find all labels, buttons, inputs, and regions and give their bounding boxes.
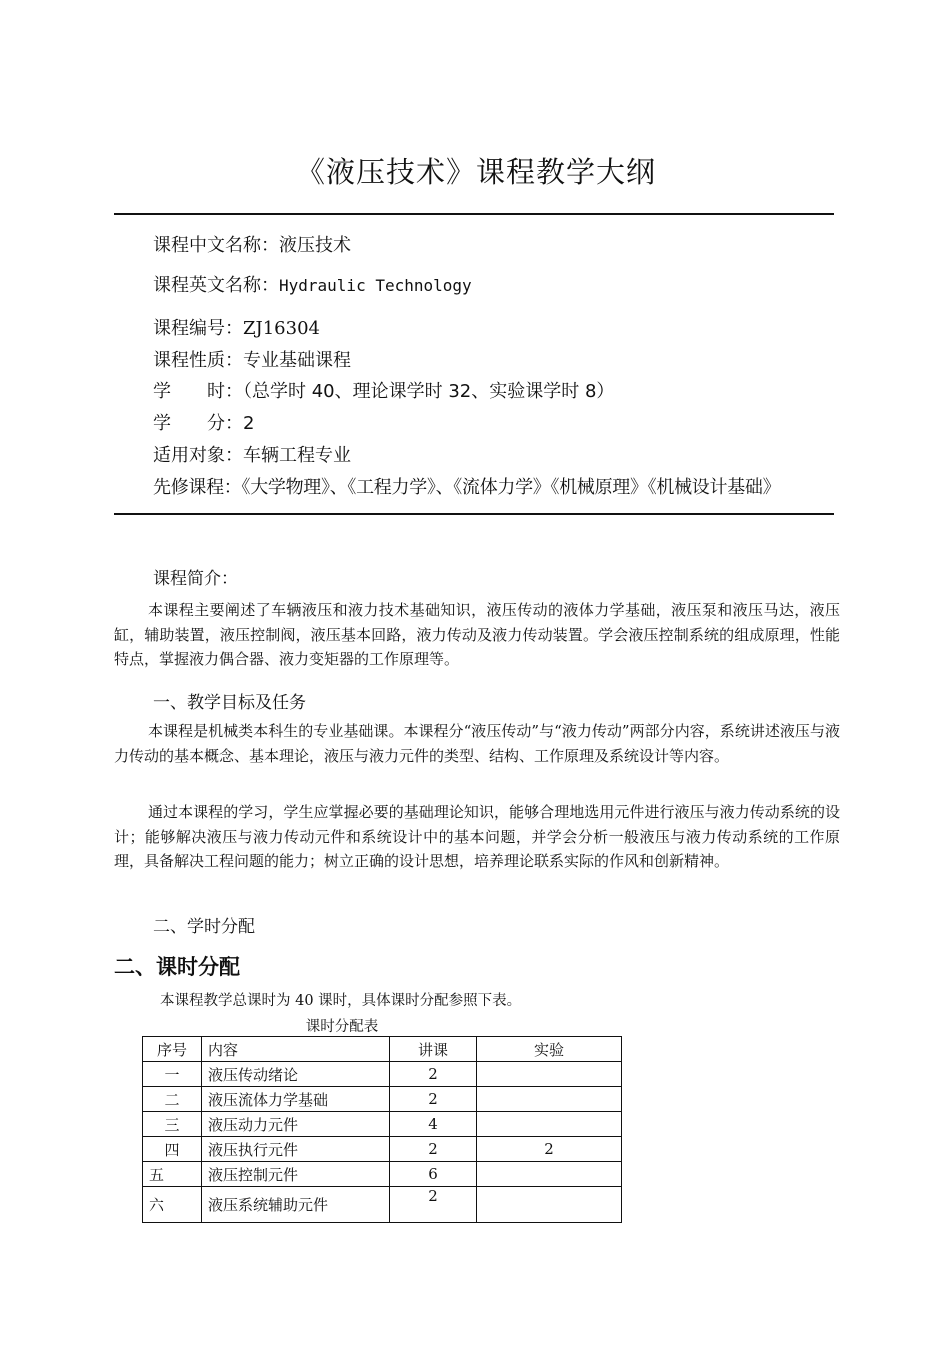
cell-no: 五 [143, 1162, 202, 1187]
col-header-lab: 实验 [477, 1037, 622, 1062]
info-credit-value: 2 [243, 413, 255, 434]
cell-lecture: 2 [390, 1087, 477, 1112]
top-rule [114, 213, 834, 215]
info-hours [153, 377, 614, 403]
info-cn-name [153, 231, 351, 257]
table-row [143, 1062, 622, 1087]
document-title: 《液压技术》课程教学大纲 [295, 155, 656, 189]
info-hours-value: （总学时 40、理论课学时 32、实验课学时 8） [243, 381, 615, 402]
cell-content: 液压控制元件 [202, 1162, 390, 1187]
section1-heading: 一、教学目标及任务 [153, 693, 306, 713]
table-row [143, 1137, 622, 1162]
intro-heading: 课程简介： [153, 569, 238, 589]
cell-content: 液压系统辅助元件 [202, 1187, 390, 1223]
table-row [143, 1187, 622, 1223]
cell-content: 液压流体力学基础 [202, 1087, 390, 1112]
info-nature [153, 346, 351, 372]
info-code-value: ZJ16304 [243, 318, 320, 339]
intro-paragraph: 本课程主要阐述了车辆液压和液力技术基础知识，液压传动的液体力学基础，液压泵和液压马达，液压缸，辅助装置，液压控制阀，液压基本回路，液力传动及液力传动装置。学会液压控制系统的组成原理，性能特点，掌握液力偶合器、液力变矩器的工作原理等。 [114, 601, 840, 668]
info-en-name-value: Hydraulic Technology [279, 276, 472, 295]
section2-heading-small: 二、学时分配 [153, 917, 255, 937]
table-row [143, 1112, 622, 1137]
cell-lecture: 6 [390, 1162, 477, 1187]
cell-lab [477, 1112, 622, 1137]
cell-lecture: 4 [390, 1112, 477, 1137]
table-caption: 课时分配表 [305, 1019, 379, 1035]
col-header-no: 序号 [143, 1037, 202, 1062]
cell-content: 液压执行元件 [202, 1137, 390, 1162]
info-credit-label: 学 分： [153, 413, 243, 434]
cell-lecture: 2 [390, 1062, 477, 1087]
section1-paragraph-1: 本课程是机械类本科生的专业基础课。本课程分“液压传动”与“液力传动”两部分内容，系统讲述液压与液力传动的基本概念、基本理论，液压与液力元件的类型、结构、工作原理及系统设计等内容。 [114, 722, 840, 765]
cell-content: 液压传动绪论 [202, 1062, 390, 1087]
section1-paragraph-2: 通过本课程的学习，学生应掌握必要的基础理论知识，能够合理地选用元件进行液压与液力传动系统的设计；能够解决液压与液力传动元件和系统设计中的基本问题，并学会分析一般液压与液力传动系统的工作原理，具备解决工程问题的能力；树立正确的设计思想，培养理论联系实际的作风和创新精神。 [114, 803, 840, 870]
col-header-content: 内容 [202, 1037, 390, 1062]
info-audience [153, 441, 351, 467]
cell-lab [477, 1162, 622, 1187]
info-code-label: 课程编号： [153, 318, 243, 339]
cell-no: 四 [143, 1137, 202, 1162]
info-prereq [153, 473, 780, 499]
cell-no: 一 [143, 1062, 202, 1087]
cell-no: 三 [143, 1112, 202, 1137]
section2-heading-big: 二、课时分配 [114, 955, 240, 979]
info-prereq-label: 先修课程： [153, 477, 242, 498]
info-nature-value: 专业基础课程 [243, 350, 351, 371]
table-header-row [143, 1037, 622, 1062]
info-audience-label: 适用对象： [153, 445, 243, 466]
cell-lab [477, 1187, 622, 1223]
info-nature-label: 课程性质： [153, 350, 243, 371]
info-cn-name-label: 课程中文名称： [153, 235, 279, 256]
info-cn-name-value: 液压技术 [279, 235, 351, 256]
cell-content: 液压动力元件 [202, 1112, 390, 1137]
cell-lab [477, 1087, 622, 1112]
info-hours-label: 学 时： [153, 381, 243, 402]
info-code [153, 314, 320, 340]
cell-no: 二 [143, 1087, 202, 1112]
table-row [143, 1087, 622, 1112]
cell-lecture: 2 [390, 1137, 477, 1162]
col-header-lecture: 讲课 [390, 1037, 477, 1062]
bottom-rule [114, 513, 834, 515]
hours-note: 本课程教学总课时为 40 课时，具体课时分配参照下表。 [160, 993, 522, 1009]
cell-lecture: 2 [390, 1187, 477, 1223]
hours-table [142, 1036, 622, 1223]
info-en-name [153, 271, 472, 297]
info-en-name-label: 课程英文名称： [153, 275, 279, 296]
cell-lab [477, 1062, 622, 1087]
cell-no: 六 [143, 1187, 202, 1223]
info-audience-value: 车辆工程专业 [243, 445, 351, 466]
info-prereq-value: 《大学物理》、《工程力学》、《流体力学》《机械原理》《机械设计基础》 [241, 477, 781, 498]
table-row [143, 1162, 622, 1187]
cell-lab: 2 [477, 1137, 622, 1162]
info-credit [153, 409, 254, 435]
